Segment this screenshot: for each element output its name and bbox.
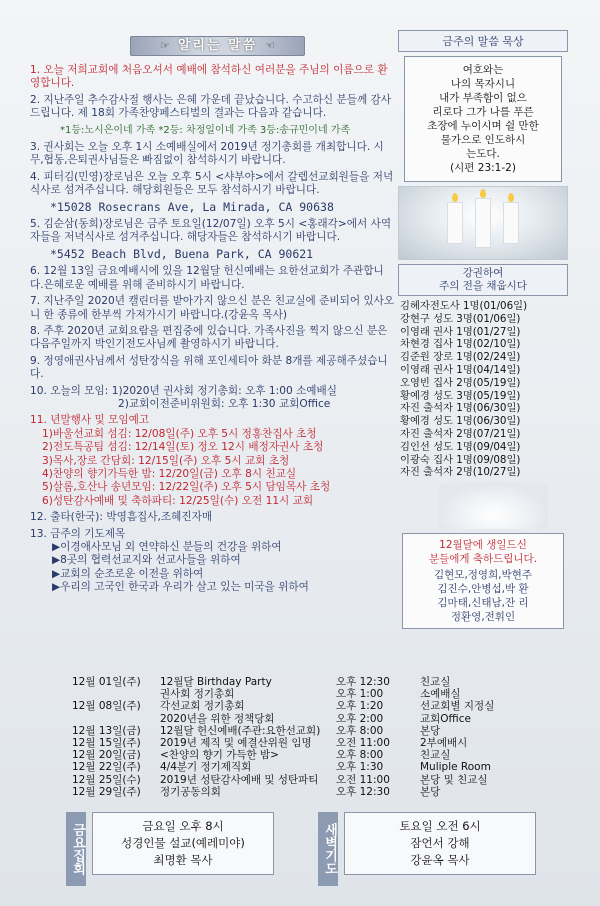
announcements-column bbox=[30, 30, 395, 595]
table-row bbox=[72, 725, 552, 737]
friday-pastor: 최명환 목사 bbox=[153, 853, 213, 867]
verse-line: 내가 부족함이 없으 bbox=[439, 92, 527, 104]
list-item: 1)바울선교회 섬김: 12/08일(주) 오후 5시 정홍찬집사 초청 bbox=[42, 427, 317, 440]
schedule-date bbox=[72, 713, 160, 725]
list-item: 자진 출석자 2명(10/27일) bbox=[400, 466, 521, 479]
schedule-place: 친교실 bbox=[420, 676, 451, 688]
announcement-1: 1. 오늘 저희교회에 처음오셔서 예배에 참석하신 여러분을 주님의 이름으로 환영합니다. bbox=[30, 64, 388, 90]
schedule-event: 정기공동의회 bbox=[160, 785, 221, 798]
birthday-box bbox=[402, 533, 564, 629]
verse-line: 초장에 누이시며 쉴 만한 bbox=[427, 120, 539, 132]
verse-line: 물가으로 인도하시 bbox=[440, 134, 526, 146]
schedule-date bbox=[72, 688, 160, 700]
list-item: 김혜자전도사 1명(01/06일) bbox=[400, 300, 528, 312]
candle-icon bbox=[447, 202, 463, 244]
schedule-event: 2020년을 위한 정책당회 bbox=[160, 712, 275, 725]
list-item: 김인선 성도 1명(09/04일) bbox=[400, 440, 521, 453]
list-item: ▶우리의 고국인 한국과 우리가 살고 있는 미국을 위하여 bbox=[52, 581, 309, 594]
birthday-heading: 분들에게 축하드립니다. bbox=[428, 553, 538, 566]
table-row bbox=[72, 761, 552, 773]
candle-icon bbox=[475, 198, 491, 248]
schedule-place: 본당 bbox=[420, 724, 441, 737]
schedule-place: 소예배실 bbox=[420, 688, 461, 701]
list-item: 오영빈 집사 2명(05/19일) bbox=[400, 376, 521, 389]
schedule-date: 12월 22일(주) bbox=[72, 761, 141, 774]
schedule-time: 오전 11:00 bbox=[336, 737, 390, 750]
schedule-place: 친교실 bbox=[420, 749, 451, 762]
schedule-time: 오후 12:30 bbox=[336, 785, 390, 798]
verse-box bbox=[404, 56, 562, 182]
schedule-place: 교회Office bbox=[420, 712, 471, 725]
birthday-cake-image bbox=[438, 483, 548, 529]
announcements-title-bar bbox=[130, 36, 305, 56]
meeting-2: 2)교회이전준비위원회: 오후 1:30 교회Office bbox=[118, 397, 331, 410]
dawn-pastor: 강윤옥 목사 bbox=[410, 853, 470, 867]
friday-sermon: 성경인물 설교(예레미야) bbox=[121, 836, 245, 850]
schedule-date: 12월 08일(주) bbox=[72, 700, 141, 713]
banner-line: 주의 전을 채웁시다 bbox=[439, 280, 527, 292]
friday-meeting-label: 금요집회 bbox=[66, 812, 86, 886]
list-item: 자진 출석자 1명(06/30일) bbox=[400, 402, 521, 415]
prayer-topics-title: 13. 금주의 기도제목 bbox=[30, 527, 126, 540]
schedule-date: 12월 13일(금) bbox=[72, 724, 141, 737]
list-item: 이영래 권사 1명(04/14일) bbox=[400, 363, 521, 376]
schedule-table bbox=[72, 676, 552, 798]
schedule-date: 12월 25일(수) bbox=[72, 773, 141, 786]
schedule-date: 12월 20일(금) bbox=[72, 749, 141, 762]
year-end-events-title: 11. 년말행사 및 모임예고 bbox=[30, 414, 150, 427]
schedule-event: 12월달 헌신예배(주관:요한선교회) bbox=[160, 724, 321, 737]
friday-time: 금요일 오후 8시 bbox=[142, 819, 224, 833]
family-festival-results: *1등:노시은이네 가족 *2등: 차정일이네 가족 3등:송규민이네 가족 bbox=[60, 124, 351, 136]
table-row bbox=[72, 737, 552, 749]
list-item: 김마태,신태남,잔 리 bbox=[437, 597, 529, 610]
list-item: 강현구 성도 3명(01/06일) bbox=[400, 312, 521, 325]
announcement-10 bbox=[30, 385, 395, 412]
announcement-3: 3. 권사회는 오늘 오후 1시 소예배실에서 2019년 정기총회를 개최합니다. 시무,협동,은퇴권사님들은 빠짐없이 참석하시기 바랍니다. bbox=[30, 141, 384, 167]
schedule-date: 12월 01일(주) bbox=[72, 676, 141, 688]
dawn-sermon: 잠언서 강해 bbox=[410, 836, 470, 850]
evangelism-banner bbox=[398, 264, 568, 296]
announcements-title: 알리는 말씀 bbox=[177, 38, 258, 54]
announcement-4: 4. 피터김(민영)장로님은 오늘 오후 5시 <샤부야>에서 갈렙선교회원들을 저녁식사로 섬겨주십니다. 해당회원들은 모두 참석하시기 바랍니다. bbox=[30, 170, 394, 197]
list-item: 이광숙 집사 1명(09/08일) bbox=[400, 453, 521, 466]
verse-title: 금주의 말씀 묵상 bbox=[398, 30, 568, 52]
schedule-time: 오후 1:20 bbox=[336, 700, 384, 713]
table-row bbox=[72, 676, 552, 688]
friday-meeting-box bbox=[92, 812, 274, 875]
list-item: ▶교회의 순조로운 이전을 위하여 bbox=[52, 567, 204, 580]
verse-line: 는도다. bbox=[466, 148, 500, 160]
year-end-events-list bbox=[42, 428, 395, 508]
announcement-12: 12. 출타(한국): 박영흠집사,조혜진자매 bbox=[30, 511, 213, 524]
address-2: *5452 Beach Blvd, Buena Park, CA 90621 bbox=[50, 246, 314, 261]
announcement-7: 7. 지난주일 2020년 캘린더를 받아가지 않으신 분은 친교실에 준비되어 있사오니 한 종류에 한부씩 가져가시기 바랍니다.(강윤옥 목사) bbox=[30, 295, 395, 321]
list-item: 이영래 권사 1명(01/27일) bbox=[400, 325, 521, 338]
list-item: 김진수,안병섭,박 환 bbox=[437, 583, 529, 596]
candles-image bbox=[398, 186, 568, 260]
schedule-time: 오후 2:00 bbox=[336, 712, 384, 725]
schedule-time: 오후 8:00 bbox=[336, 724, 384, 737]
schedule-event: 권사회 정기총회 bbox=[160, 688, 235, 701]
address-1: *15028 Rosecrans Ave, La Mirada, CA 90638 bbox=[50, 199, 334, 214]
list-item: ▶이경애사모님 외 연약하신 분들의 건강을 위하여 bbox=[52, 541, 282, 553]
schedule-event: 각선교회 정기총회 bbox=[160, 700, 245, 713]
sidebar-column bbox=[398, 30, 568, 633]
meetings-title: 10. 오늘의 모임: bbox=[30, 384, 109, 397]
schedule-place: Muliple Room bbox=[420, 761, 491, 774]
announcement-2: 2. 지난주일 추수감사절 행사는 은혜 가운데 끝났습니다. 수고하신 분들께 감사드립니다. 제 18회 가족찬양페스티벌의 결과는 다음과 같습니다. bbox=[30, 93, 392, 120]
schedule-event: 2019년 제직 및 예결산위원 임명 bbox=[160, 737, 312, 750]
evangelism-list bbox=[398, 300, 568, 479]
pointing-hand-icon: ☞ bbox=[159, 39, 170, 53]
schedule-time: 오전 11:00 bbox=[336, 773, 390, 786]
meeting-1: 1)2020년 권사회 정기총회: 오후 1:00 소예배실 bbox=[111, 384, 338, 397]
schedule-place: 본당 bbox=[420, 785, 441, 798]
schedule-time: 오후 1:00 bbox=[336, 688, 384, 701]
list-item: 3)목사,장로 간담회: 12/15일(주) 오후 5시 교회 초청 bbox=[42, 454, 290, 467]
announcement-8: 8. 주후 2020년 교회요람을 편집중에 있습니다. 가족사진을 찍지 않으신 분은 다음주일까지 박인기전도사님께 촬영하시기 바랍니다. bbox=[30, 324, 388, 351]
table-row bbox=[72, 786, 552, 798]
dawn-prayer-label: 새벽기도 bbox=[318, 812, 338, 886]
list-item: ▶8곳의 협력선교지와 선교사들을 위하여 bbox=[52, 554, 241, 567]
candle-icon bbox=[503, 202, 519, 244]
table-row bbox=[72, 688, 552, 700]
schedule-event: <찬양의 향기 가득한 밤> bbox=[160, 749, 279, 762]
schedule-time: 오후 8:00 bbox=[336, 749, 384, 762]
verse-line: 리로다 그가 나를 푸른 bbox=[432, 106, 534, 118]
birthday-names bbox=[405, 568, 561, 624]
schedule-event: 4/4분기 정기제직회 bbox=[160, 761, 252, 774]
announcement-9: 9. 정영애권사님께서 성탄장식을 위해 포인세티아 화분 8개를 제공해주셨습니다. bbox=[30, 354, 388, 381]
schedule-time: 오후 12:30 bbox=[336, 676, 390, 688]
schedule-event: 12월달 Birthday Party bbox=[160, 676, 272, 688]
list-item: 차현경 집사 1명(02/10일) bbox=[400, 338, 521, 351]
banner-line: 강권하여 bbox=[462, 267, 504, 279]
list-item: 김현모,정영희,박현주 bbox=[434, 569, 532, 582]
table-row bbox=[72, 774, 552, 786]
list-item: 황예경 성도 3명(05/19일) bbox=[400, 389, 521, 402]
verse-line: 나의 목자시니 bbox=[450, 78, 516, 90]
prayer-topics-list bbox=[52, 541, 395, 595]
list-item: 자진 출석자 2명(07/21일) bbox=[400, 427, 521, 440]
schedule-time: 오후 1:30 bbox=[336, 761, 384, 774]
table-row bbox=[72, 749, 552, 761]
schedule-event: 2019년 성탄감사예배 및 성탄파티 bbox=[160, 773, 319, 786]
schedule-place: 본당 및 친교실 bbox=[420, 773, 488, 786]
verse-line: 여호와는 bbox=[462, 64, 504, 76]
schedule-date: 12월 15일(주) bbox=[72, 737, 141, 750]
list-item: 정환영,전휘인 bbox=[450, 611, 516, 624]
list-item: 2)전도특공팀 섬김: 12/14일(토) 정오 12시 배정자권사 초청 bbox=[42, 441, 324, 454]
table-row bbox=[72, 700, 552, 712]
dawn-time: 토요일 오전 6시 bbox=[399, 819, 481, 833]
list-item: 6)성탄감사예배 및 축하파티: 12/25일(수) 오전 11시 교회 bbox=[42, 494, 314, 507]
table-row bbox=[72, 713, 552, 725]
list-item: 4)찬양의 향기가득한 밤: 12/20일(금) 오후 8시 친교실 bbox=[42, 467, 297, 480]
pointing-hand-icon: ☜ bbox=[265, 39, 276, 53]
schedule-place: 2부예배시 bbox=[420, 737, 468, 750]
announcement-5: 5. 김순삼(동희)장로님은 금주 토요일(12/07일) 오후 5시 <홍래각>에서 사역자들을 저녁식사로 섬겨주십니다. 해당자들은 참석하시기 바랍니다. bbox=[30, 218, 392, 244]
schedule-date: 12월 29일(주) bbox=[72, 785, 141, 798]
list-item: 5)살롬,호산나 송년모임: 12/22일(주) 오후 5시 담임목사 초청 bbox=[42, 481, 331, 494]
birthday-heading: 12월달에 생일드신 bbox=[439, 539, 527, 552]
list-item: 김준원 장로 1명(02/24일) bbox=[400, 351, 521, 364]
dawn-prayer-box bbox=[344, 812, 536, 875]
verse-reference: (시편 23:1-2) bbox=[450, 162, 516, 174]
announcement-6: 6. 12월 13일 금요예배시에 있을 12월달 헌신예배는 요한선교회가 주관합니다.은혜로운 예배를 위해 준비하시기 바랍니다. bbox=[30, 265, 384, 291]
schedule-place: 선교회별 지정실 bbox=[420, 700, 495, 713]
list-item: 황예경 성도 1명(06/30일) bbox=[400, 415, 521, 428]
